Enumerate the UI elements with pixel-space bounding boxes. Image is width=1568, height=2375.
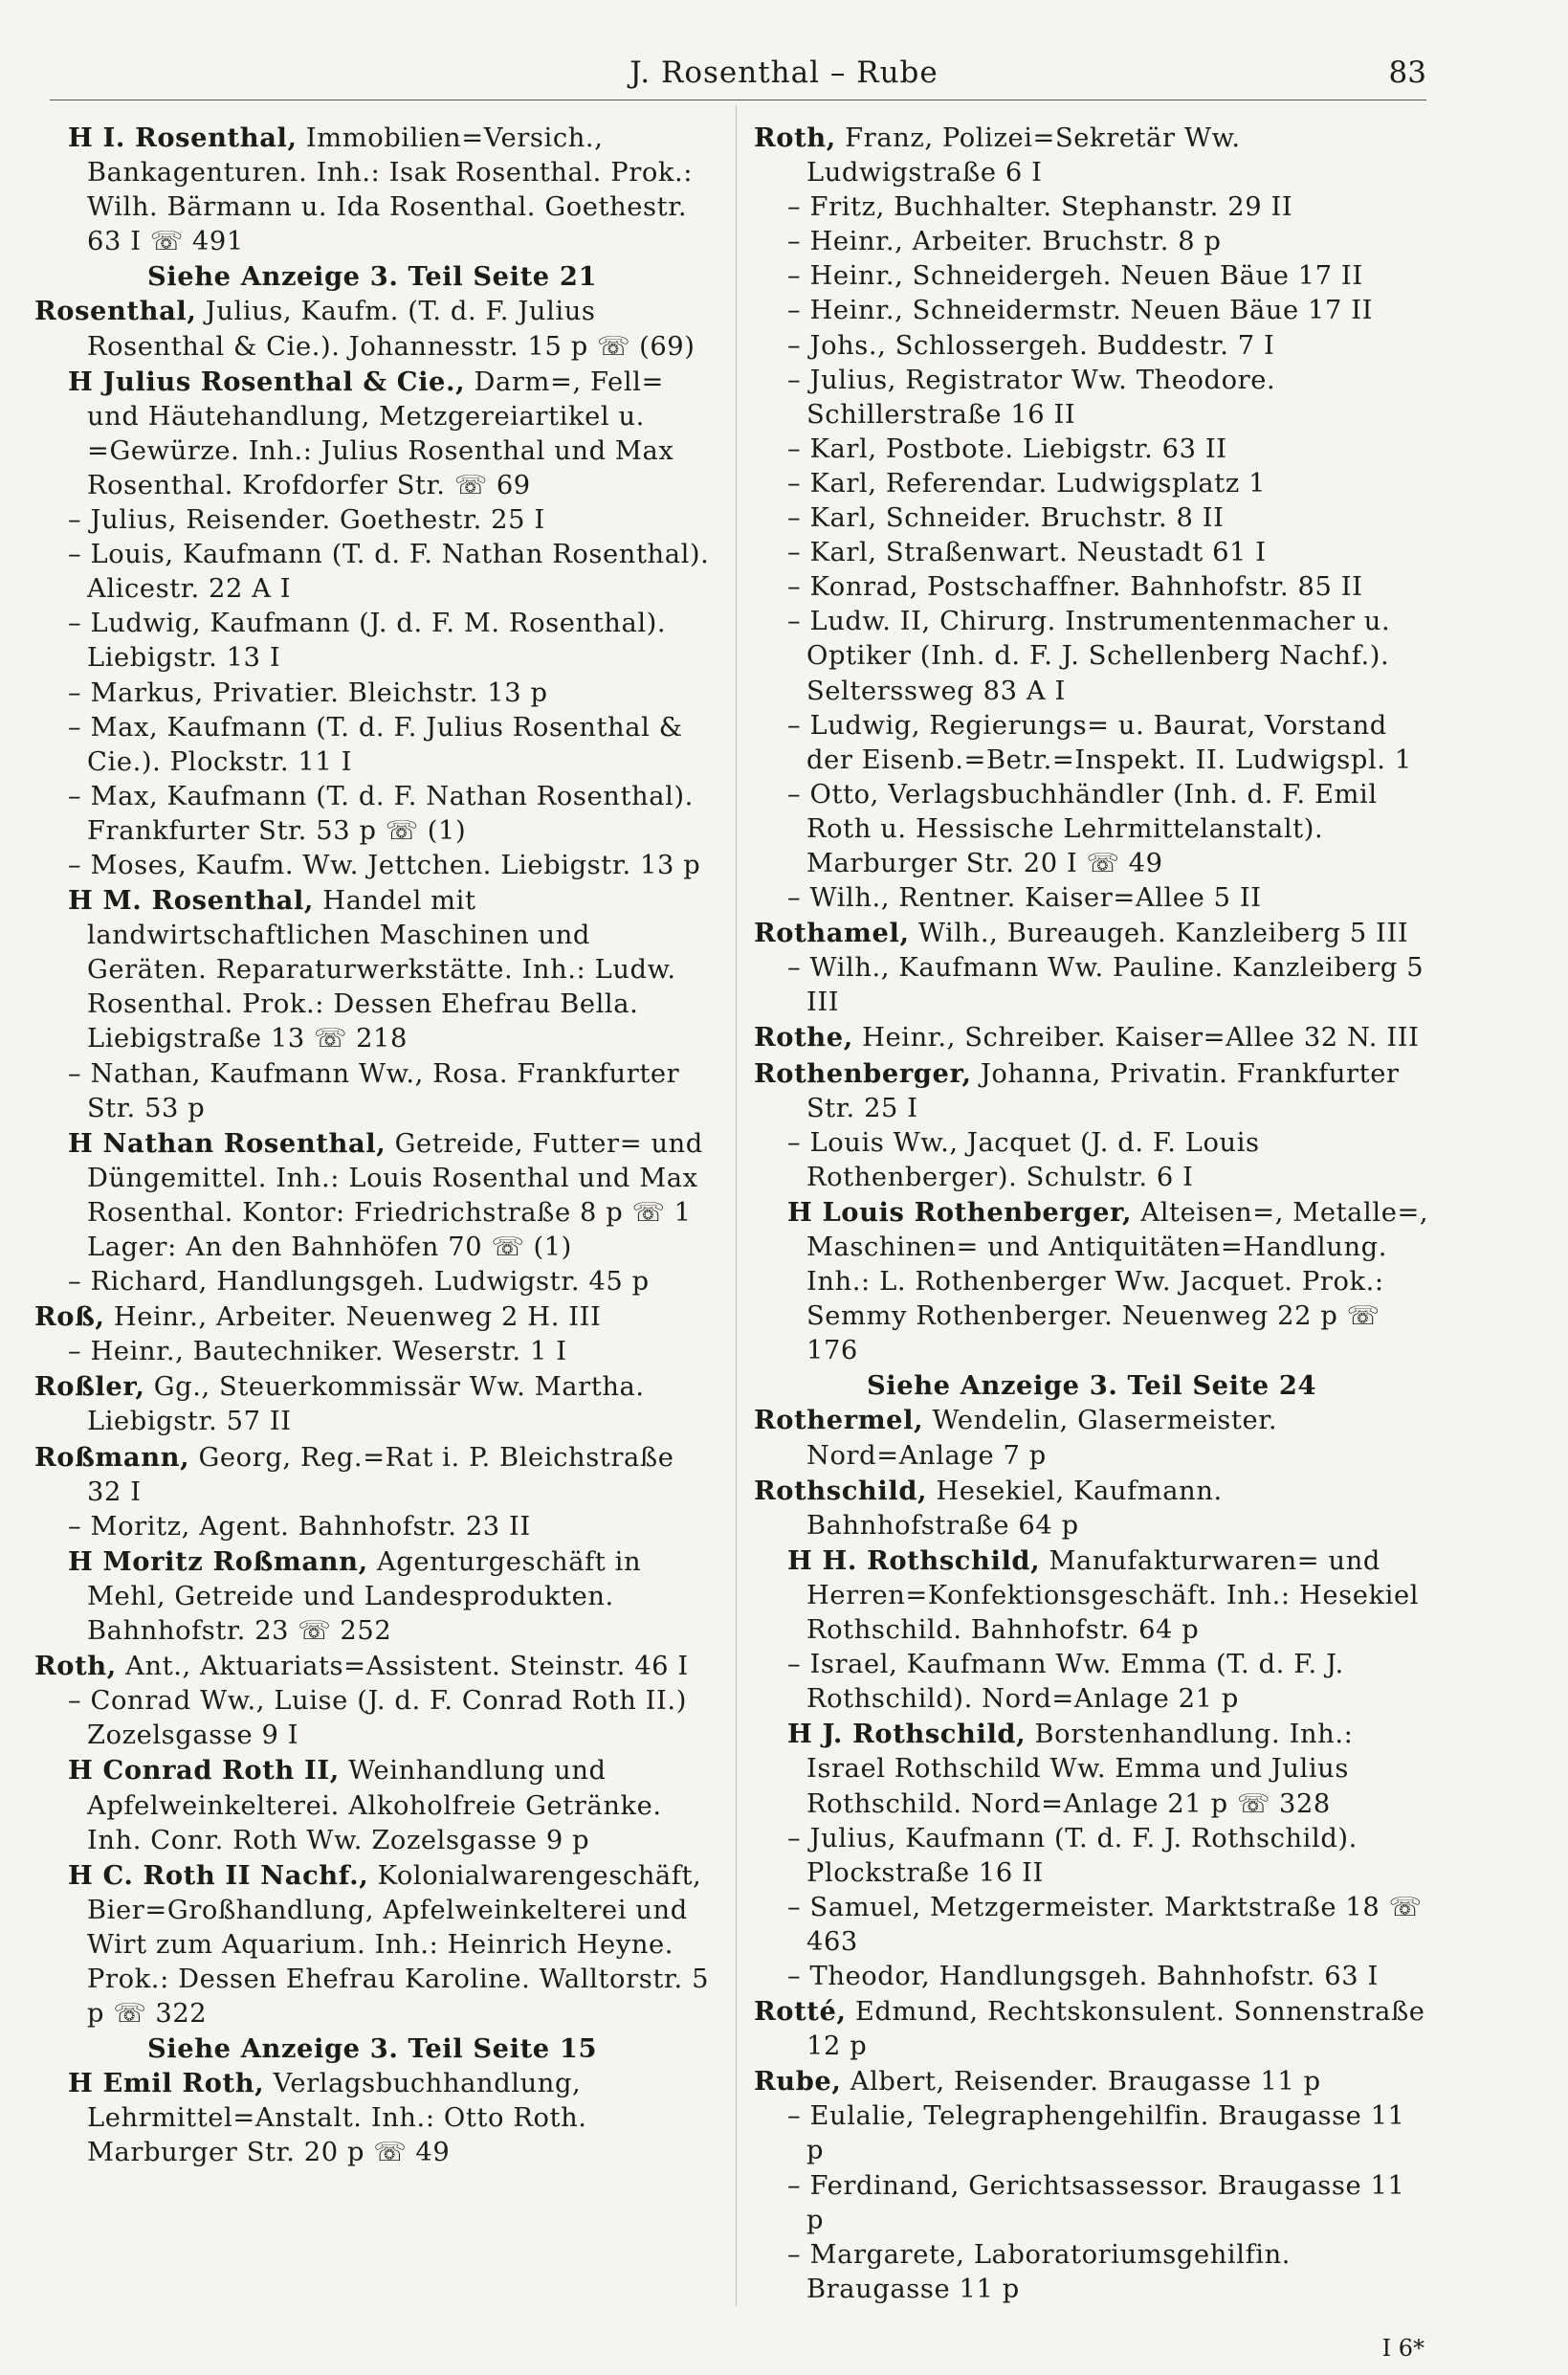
directory-entry: – Johs., Schlossergeh. Buddestr. 7 I xyxy=(787,330,1275,361)
page-header xyxy=(0,55,1568,98)
firm-entry xyxy=(34,365,710,503)
directory-entry xyxy=(34,1299,710,1335)
directory-entry xyxy=(34,1369,710,1439)
directory-entry: – Louis Ww., Jacquet (J. d. F. Louis Rothenberger). Schulstr. 6 I xyxy=(787,1127,1260,1192)
directory-entry: – Otto, Verlagsbuchhändler (Inh. d. F. Emil Roth u. Hessische Lehrmittelanstalt). Marburger Str. 20 I ☏ 49 xyxy=(787,779,1378,878)
entry-name: Rothschild, xyxy=(754,1475,928,1506)
entry-name: Roth, xyxy=(34,1651,117,1682)
entry-name: H Louis Rothenberger, xyxy=(787,1196,1133,1228)
directory-entry: – Conrad Ww., Luise (J. d. F. Conrad Roth II.) Zozelsgasse 9 I xyxy=(68,1686,687,1751)
firm-entry xyxy=(34,1858,710,2031)
firm-entry xyxy=(34,1544,710,1649)
directory-entry: – Heinr., Bautechniker. Weserstr. 1 I xyxy=(68,1337,567,1367)
directory-entry: – Heinr., Schneidergeh. Neuen Bäue 17 II xyxy=(787,261,1363,292)
directory-entry: – Eulalie, Telegraphengehilfin. Braugasse 11 p xyxy=(787,2101,1405,2166)
entry-name: Roßmann, xyxy=(34,1441,190,1473)
directory-entry: – Ludw. II, Chirurg. Instrumentenmacher u. Optiker (Inh. d. F. J. Schellenberg Nachf.). Selterssweg 83 A I xyxy=(787,607,1391,706)
directory-entry: – Nathan, Kaufmann Ww., Rosa. Frankfurter Str. 53 p xyxy=(68,1058,680,1123)
entry-details: Manufakturwaren= und Herren=Konfektionsgeschäft. Inh.: Hesekiel Rothschild. Bahnhofstr. 64 p xyxy=(806,1545,1420,1646)
entry-name: Rotté, xyxy=(754,1996,847,2028)
directory-entry xyxy=(34,1440,710,1510)
directory-entry: – Karl, Straßenwart. Neustadt 61 I xyxy=(787,538,1267,568)
entry-details: Weinhandlung und Apfelweinkelterei. Alkoholfreie Getränke. Inh. Conr. Roth Ww. Zozelsgasse 9 p xyxy=(87,1756,662,1855)
entry-name: H Emil Roth, xyxy=(68,2068,265,2099)
entry-name: Roth, xyxy=(754,122,836,153)
directory-entry: – Fritz, Buchhalter. Stephanstr. 29 II xyxy=(787,192,1293,223)
entry-name: H Conrad Roth II, xyxy=(68,1755,340,1787)
entry-details: Albert, Reisender. Braugasse 11 p xyxy=(841,2067,1321,2098)
entry-details: Gg., Steuerkommissär Ww. Martha. Liebigstr. 57 II xyxy=(87,1372,645,1437)
directory-entry xyxy=(754,1403,1429,1473)
firm-entry xyxy=(34,121,710,259)
entry-name: Rothermel, xyxy=(754,1405,924,1436)
directory-entry xyxy=(754,916,1429,951)
entry-details: Johanna, Privatin. Frankfurter Str. 25 I xyxy=(806,1058,1400,1123)
firm-entry xyxy=(34,1126,710,1265)
directory-entry: – Wilh., Rentner. Kaiser=Allee 5 II xyxy=(787,883,1262,914)
advertisement-reference: Siehe Anzeige 3. Teil Seite 24 xyxy=(866,1370,1317,1402)
entry-name: Rothenberger, xyxy=(754,1057,972,1089)
firm-entry xyxy=(34,1753,710,1857)
entry-details: Heinr., Schreiber. Kaiser=Allee 32 N. III xyxy=(852,1023,1420,1054)
entry-details: Franz, Polizei=Sekretär Ww. Ludwigstraße 6 I xyxy=(806,123,1241,189)
entry-details: Ant., Aktuariats=Assistent. Steinstr. 46 I xyxy=(116,1652,689,1682)
directory-entry: – Richard, Handlungsgeh. Ludwigstr. 45 p xyxy=(68,1267,650,1298)
right-column xyxy=(754,121,1429,2307)
entry-name: Roß, xyxy=(34,1301,105,1333)
directory-entry: – Max, Kaufmann (T. d. F. Julius Rosenthal & Cie.). Plockstr. 11 I xyxy=(68,712,683,777)
directory-entry: – Ferdinand, Gerichtsassessor. Braugasse 11 p xyxy=(787,2170,1405,2235)
directory-entry: – Louis, Kaufmann (T. d. F. Nathan Rosenthal). Alicestr. 22 A I xyxy=(68,540,710,605)
directory-entry xyxy=(34,1649,710,1684)
directory-entry: – Konrad, Postschaffner. Bahnhofstr. 85 II xyxy=(787,572,1363,603)
entry-name: H Moritz Roßmann, xyxy=(68,1545,368,1577)
entry-details: Immobilien=Versich., Bankagenturen. Inh.: Isak Rosenthal. Prok.: Wilh. Bärmann u. Ida Rosenthal. Goethestr. 63 I ☏ 491 xyxy=(87,123,694,257)
entry-details: Edmund, Rechtskonsulent. Sonnenstraße 12 p xyxy=(806,1997,1425,2062)
directory-entry: – Julius, Reisender. Goethestr. 25 I xyxy=(68,505,545,536)
directory-entry xyxy=(754,1474,1429,1543)
directory-entry: – Theodor, Handlungsgeh. Bahnhofstr. 63 I xyxy=(787,1961,1379,1991)
entry-details: Heinr., Arbeiter. Neuenweg 2 H. III xyxy=(104,1302,602,1333)
directory-entry: – Heinr., Schneidermstr. Neuen Bäue 17 II xyxy=(787,296,1374,326)
entry-details: Hesekiel, Kaufmann. Bahnhofstraße 64 p xyxy=(806,1476,1223,1541)
entry-name: H H. Rothschild, xyxy=(787,1544,1041,1576)
signature-mark: I 6* xyxy=(1381,2335,1424,2362)
firm-entry xyxy=(34,2066,710,2170)
entry-name: Roßler, xyxy=(34,1371,145,1403)
firm-entry xyxy=(34,883,710,1056)
running-title: J. Rosenthal – Rube xyxy=(629,55,939,90)
directory-entry xyxy=(754,1056,1429,1126)
column-divider xyxy=(736,105,737,2306)
directory-entry: – Karl, Postbote. Liebigstr. 63 II xyxy=(787,433,1227,464)
entry-details: Kolonialwarengeschäft, Bier=Großhandlung, Apfelweinkelterei und Wirt zum Aquarium. Inh.: Heinrich Heyne. Prok.: Dessen Ehefrau Karoline. Walltorstr. 5 p ☏ 322 xyxy=(87,1860,710,2030)
entry-details: Georg, Reg.=Rat i. P. Bleichstraße 32 I xyxy=(87,1442,674,1507)
firm-entry xyxy=(754,1717,1429,1821)
entry-details: Darm=, Fell= und Häutehandlung, Metzgereiartikel u. =Gewürze. Inh.: Julius Rosenthal und Max Rosenthal. Krofdorfer Str. ☏ 69 xyxy=(87,366,674,500)
directory-entry: – Wilh., Kaufmann Ww. Pauline. Kanzleiberg 5 III xyxy=(787,953,1424,1018)
entry-details: Agenturgeschäft in Mehl, Getreide und Landesprodukten. Bahnhofstr. 23 ☏ 252 xyxy=(87,1546,642,1647)
directory-entry: – Karl, Referendar. Ludwigsplatz 1 xyxy=(787,468,1267,499)
page-number: 83 xyxy=(1388,55,1426,90)
firm-entry xyxy=(754,1195,1429,1368)
directory-entry: – Moses, Kaufm. Ww. Jettchen. Liebigstr. 13 p xyxy=(68,850,701,880)
entry-name: H M. Rosenthal, xyxy=(68,885,315,917)
directory-entry: – Julius, Kaufmann (T. d. F. J. Rothschild). Plockstraße 16 II xyxy=(787,1823,1358,1888)
entry-details: Alteisen=, Metalle=, Maschinen= und Antiquitäten=Handlung. Inh.: L. Rothenberger Ww. Jacquet. Prok.: Semmy Rothenberger. Neuenweg 22 p ☏ 176 xyxy=(806,1197,1429,1366)
entry-name: H Julius Rosenthal & Cie., xyxy=(68,366,466,397)
entry-details: Borstenhandlung. Inh.: Israel Rothschild Ww. Emma und Julius Rothschild. Nord=Anlage 21 p ☏ 328 xyxy=(806,1720,1354,1819)
entry-details: Getreide, Futter= und Düngemittel. Inh.: Louis Rosenthal und Max Rosenthal. Kontor: Friedrichstraße 8 p ☏ 1 Lager: An den Bahnhöfen 70 ☏ (1) xyxy=(87,1128,703,1262)
directory-entry: – Margarete, Laboratoriumsgehilfin. Braugasse 11 p xyxy=(787,2239,1292,2304)
directory-entry: – Markus, Privatier. Bleichstr. 13 p xyxy=(68,677,548,708)
entry-name: H J. Rothschild, xyxy=(787,1719,1027,1750)
advertisement-reference: Siehe Anzeige 3. Teil Seite 21 xyxy=(146,261,598,293)
directory-entry: – Karl, Schneider. Bruchstr. 8 II xyxy=(787,503,1225,534)
directory-entry: – Ludwig, Regierungs= u. Baurat, Vorstand der Eisenb.=Betr.=Inspekt. II. Ludwigspl. 1 xyxy=(787,710,1412,775)
left-column xyxy=(34,121,710,2171)
entry-name: H C. Roth II Nachf., xyxy=(68,1859,369,1891)
directory-entry: – Moritz, Agent. Bahnhofstr. 23 II xyxy=(68,1511,531,1542)
entry-name: H Nathan Rosenthal, xyxy=(68,1127,386,1159)
directory-entry xyxy=(754,2064,1429,2099)
entry-name: Rube, xyxy=(754,2066,842,2098)
directory-entry: – Israel, Kaufmann Ww. Emma (T. d. F. J. Rothschild). Nord=Anlage 21 p xyxy=(787,1650,1344,1715)
directory-entry xyxy=(34,294,710,364)
entry-name: H I. Rosenthal, xyxy=(68,122,298,153)
firm-entry xyxy=(754,1543,1429,1648)
entry-name: Rothe, xyxy=(754,1022,853,1054)
entry-name: Rosenthal, xyxy=(34,296,197,327)
directory-entry: – Max, Kaufmann (T. d. F. Nathan Rosenthal). Frankfurter Str. 53 p ☏ (1) xyxy=(68,781,694,846)
entry-details: Julius, Kaufm. (T. d. F. Julius Rosenthal & Cie.). Johannesstr. 15 p ☏ (69) xyxy=(87,297,696,362)
directory-entry: – Samuel, Metzgermeister. Marktstraße 18 ☏ 463 xyxy=(787,1892,1423,1957)
directory-entry: – Heinr., Arbeiter. Bruchstr. 8 p xyxy=(787,227,1222,257)
entry-name: Rothamel, xyxy=(754,918,910,949)
entry-details: Wendelin, Glasermeister. Nord=Anlage 7 p xyxy=(806,1406,1278,1471)
directory-entry: – Julius, Registrator Ww. Theodore. Schillerstraße 16 II xyxy=(787,365,1276,430)
directory-entry: – Ludwig, Kaufmann (J. d. F. M. Rosenthal). Liebigstr. 13 I xyxy=(68,609,667,674)
entry-details: Handel mit landwirtschaftlichen Maschinen und Geräten. Reparaturwerkstätte. Inh.: Ludw. Rosenthal. Prok.: Dessen Ehefrau Bella. Liebigstraße 13 ☏ 218 xyxy=(87,886,676,1054)
entry-details: Verlagsbuchhandlung, Lehrmittel=Anstalt. Inh.: Otto Roth. Marburger Str. 20 p ☏ 49 xyxy=(87,2069,587,2168)
advertisement-reference: Siehe Anzeige 3. Teil Seite 15 xyxy=(146,2033,598,2065)
entry-details: Wilh., Bureaugeh. Kanzleiberg 5 III xyxy=(909,919,1409,949)
directory-entry xyxy=(754,1994,1429,2064)
directory-entry xyxy=(754,1020,1429,1055)
directory-entry xyxy=(754,121,1429,190)
